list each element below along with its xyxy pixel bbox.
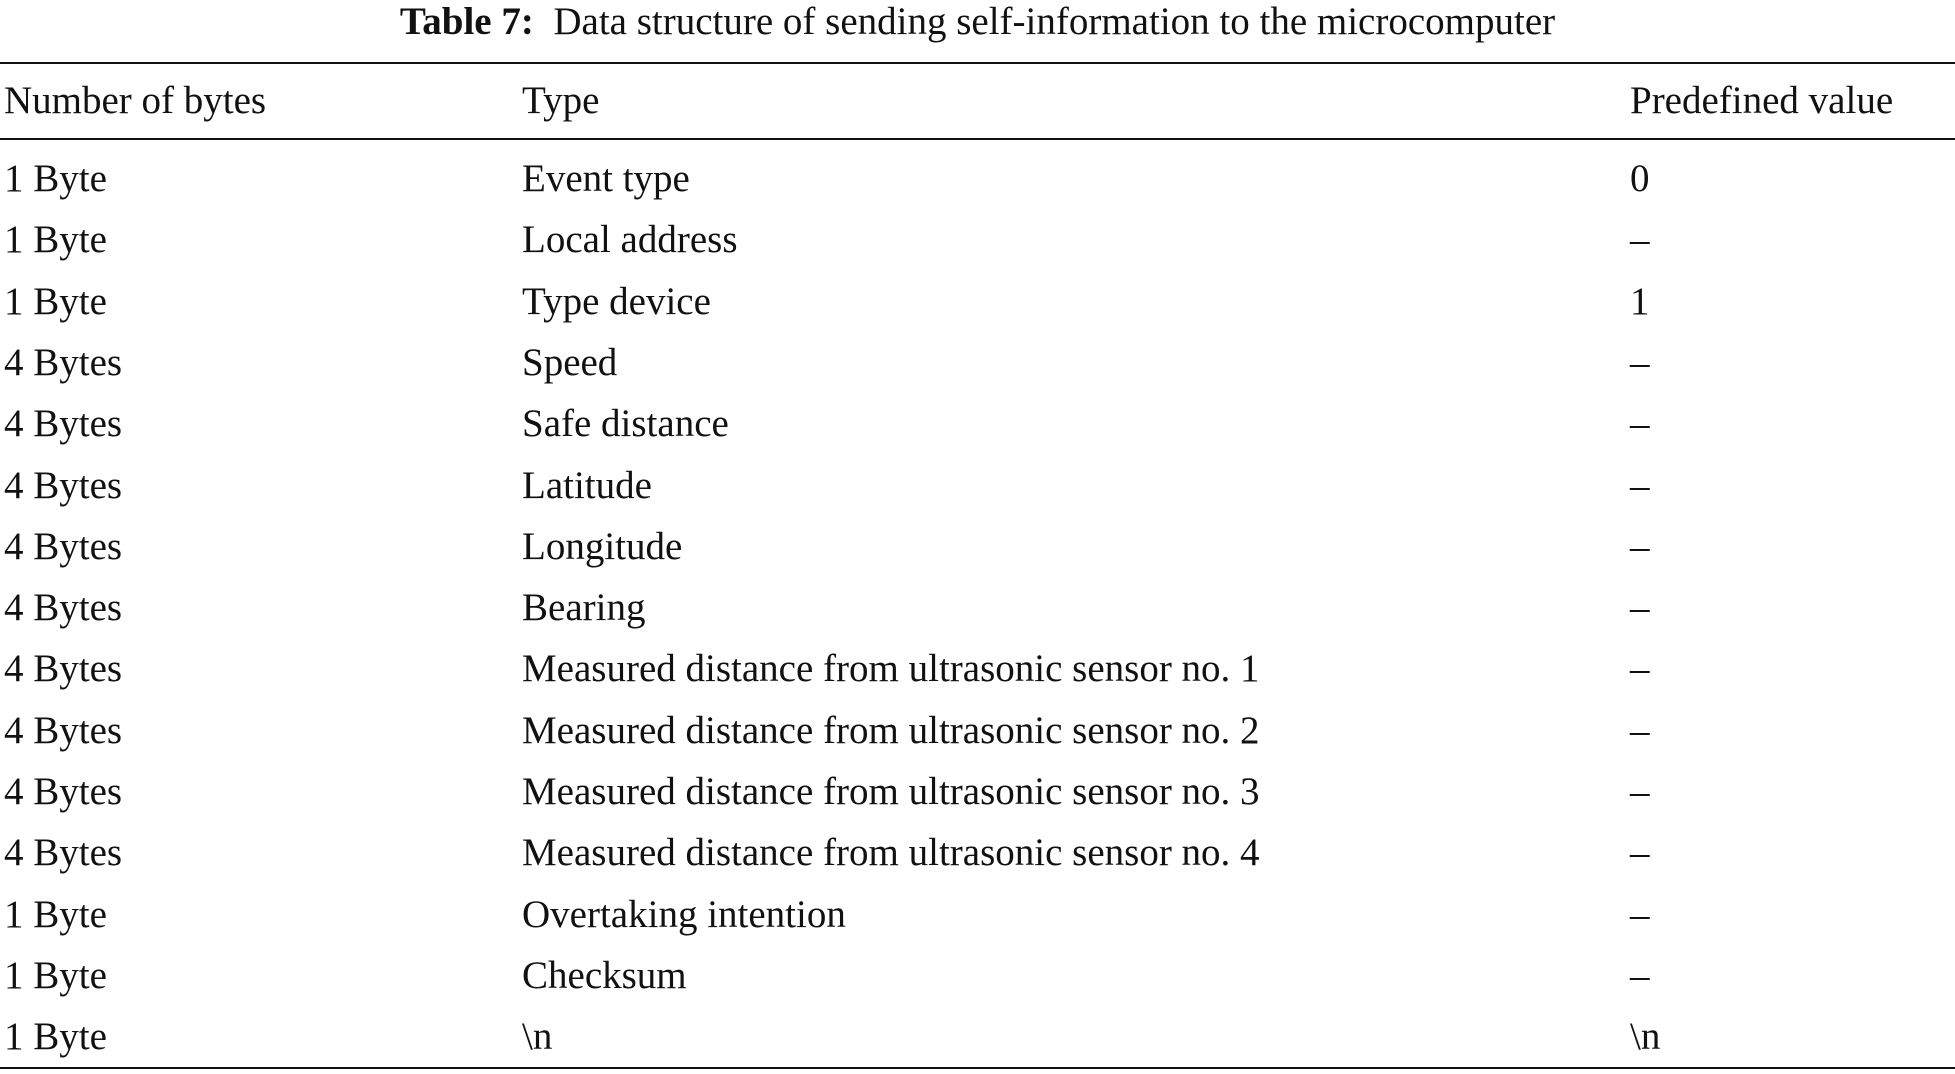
table-header-row — [0, 70, 1955, 131]
cell-type: Measured distance from ultrasonic sensor no. 4 — [522, 831, 1260, 875]
cell-number-of-bytes: 1 Byte — [4, 953, 107, 997]
cell-type: Bearing — [522, 586, 646, 630]
cell-number-of-bytes: 4 Bytes — [4, 402, 123, 446]
cell-type: Type device — [522, 279, 711, 323]
cell-predefined-value: – — [1630, 463, 1650, 507]
table-row — [0, 332, 1955, 393]
cell-type: Overtaking intention — [522, 892, 846, 936]
caption-label: Table 7: — [399, 0, 534, 43]
cell-number-of-bytes: 4 Bytes — [4, 708, 123, 752]
table-row — [0, 822, 1955, 883]
table-row — [0, 393, 1955, 454]
cell-predefined-value: 1 — [1630, 279, 1650, 323]
cell-type: Local address — [522, 218, 738, 262]
cell-type: \n — [522, 1015, 553, 1059]
cell-type: Safe distance — [522, 402, 729, 446]
cell-number-of-bytes: 4 Bytes — [4, 586, 123, 630]
cell-type: Speed — [522, 340, 618, 384]
cell-predefined-value: – — [1630, 953, 1650, 997]
top-rule — [0, 62, 1955, 64]
cell-number-of-bytes: 4 Bytes — [4, 524, 123, 568]
table-row — [0, 761, 1955, 822]
cell-predefined-value: – — [1630, 647, 1650, 691]
table-row — [0, 455, 1955, 516]
cell-number-of-bytes: 4 Bytes — [4, 340, 123, 384]
cell-number-of-bytes: 1 Byte — [4, 1015, 107, 1059]
cell-predefined-value: \n — [1630, 1015, 1661, 1059]
table-row — [0, 638, 1955, 699]
table-row — [0, 945, 1955, 1006]
bottom-rule — [0, 1067, 1955, 1069]
cell-number-of-bytes: 1 Byte — [4, 157, 107, 200]
header-number-of-bytes: Number of bytes — [4, 79, 267, 122]
cell-type: Measured distance from ultrasonic sensor no. 3 — [522, 770, 1260, 813]
header-rule — [0, 138, 1955, 140]
table-row — [0, 516, 1955, 577]
cell-type: Longitude — [522, 524, 683, 568]
cell-predefined-value: – — [1630, 831, 1650, 875]
cell-type: Latitude — [522, 463, 652, 507]
table-row — [0, 271, 1955, 332]
cell-type: Measured distance from ultrasonic sensor no. 1 — [522, 647, 1260, 691]
cell-number-of-bytes: 1 Byte — [4, 218, 107, 262]
cell-predefined-value: – — [1630, 402, 1650, 446]
cell-predefined-value: – — [1630, 524, 1650, 568]
table-row — [0, 884, 1955, 945]
header-predefined-value: Predefined value — [1630, 79, 1894, 122]
cell-number-of-bytes: 4 Bytes — [4, 463, 123, 507]
cell-predefined-value: – — [1630, 218, 1650, 262]
cell-number-of-bytes: 1 Byte — [4, 892, 107, 936]
cell-type: Checksum — [522, 953, 687, 997]
table-row — [0, 148, 1955, 209]
table-row — [0, 1006, 1955, 1067]
cell-predefined-value: – — [1630, 340, 1650, 384]
table-row — [0, 700, 1955, 761]
table-row — [0, 577, 1955, 638]
cell-number-of-bytes: 4 Bytes — [4, 831, 123, 875]
cell-predefined-value: – — [1630, 708, 1650, 752]
table-caption — [0, 0, 1955, 50]
cell-predefined-value: – — [1630, 586, 1650, 630]
header-type: Type — [522, 79, 600, 122]
cell-number-of-bytes: 1 Byte — [4, 279, 107, 323]
cell-number-of-bytes: 4 Bytes — [4, 770, 123, 813]
cell-predefined-value: 0 — [1630, 157, 1650, 200]
cell-type: Event type — [522, 157, 690, 200]
cell-predefined-value: – — [1630, 892, 1650, 936]
cell-number-of-bytes: 4 Bytes — [4, 647, 123, 691]
cell-predefined-value: – — [1630, 770, 1650, 813]
table-row — [0, 209, 1955, 270]
cell-type: Measured distance from ultrasonic sensor no. 2 — [522, 708, 1260, 752]
caption-text: Data structure of sending self-information to the microcomputer — [553, 0, 1556, 43]
